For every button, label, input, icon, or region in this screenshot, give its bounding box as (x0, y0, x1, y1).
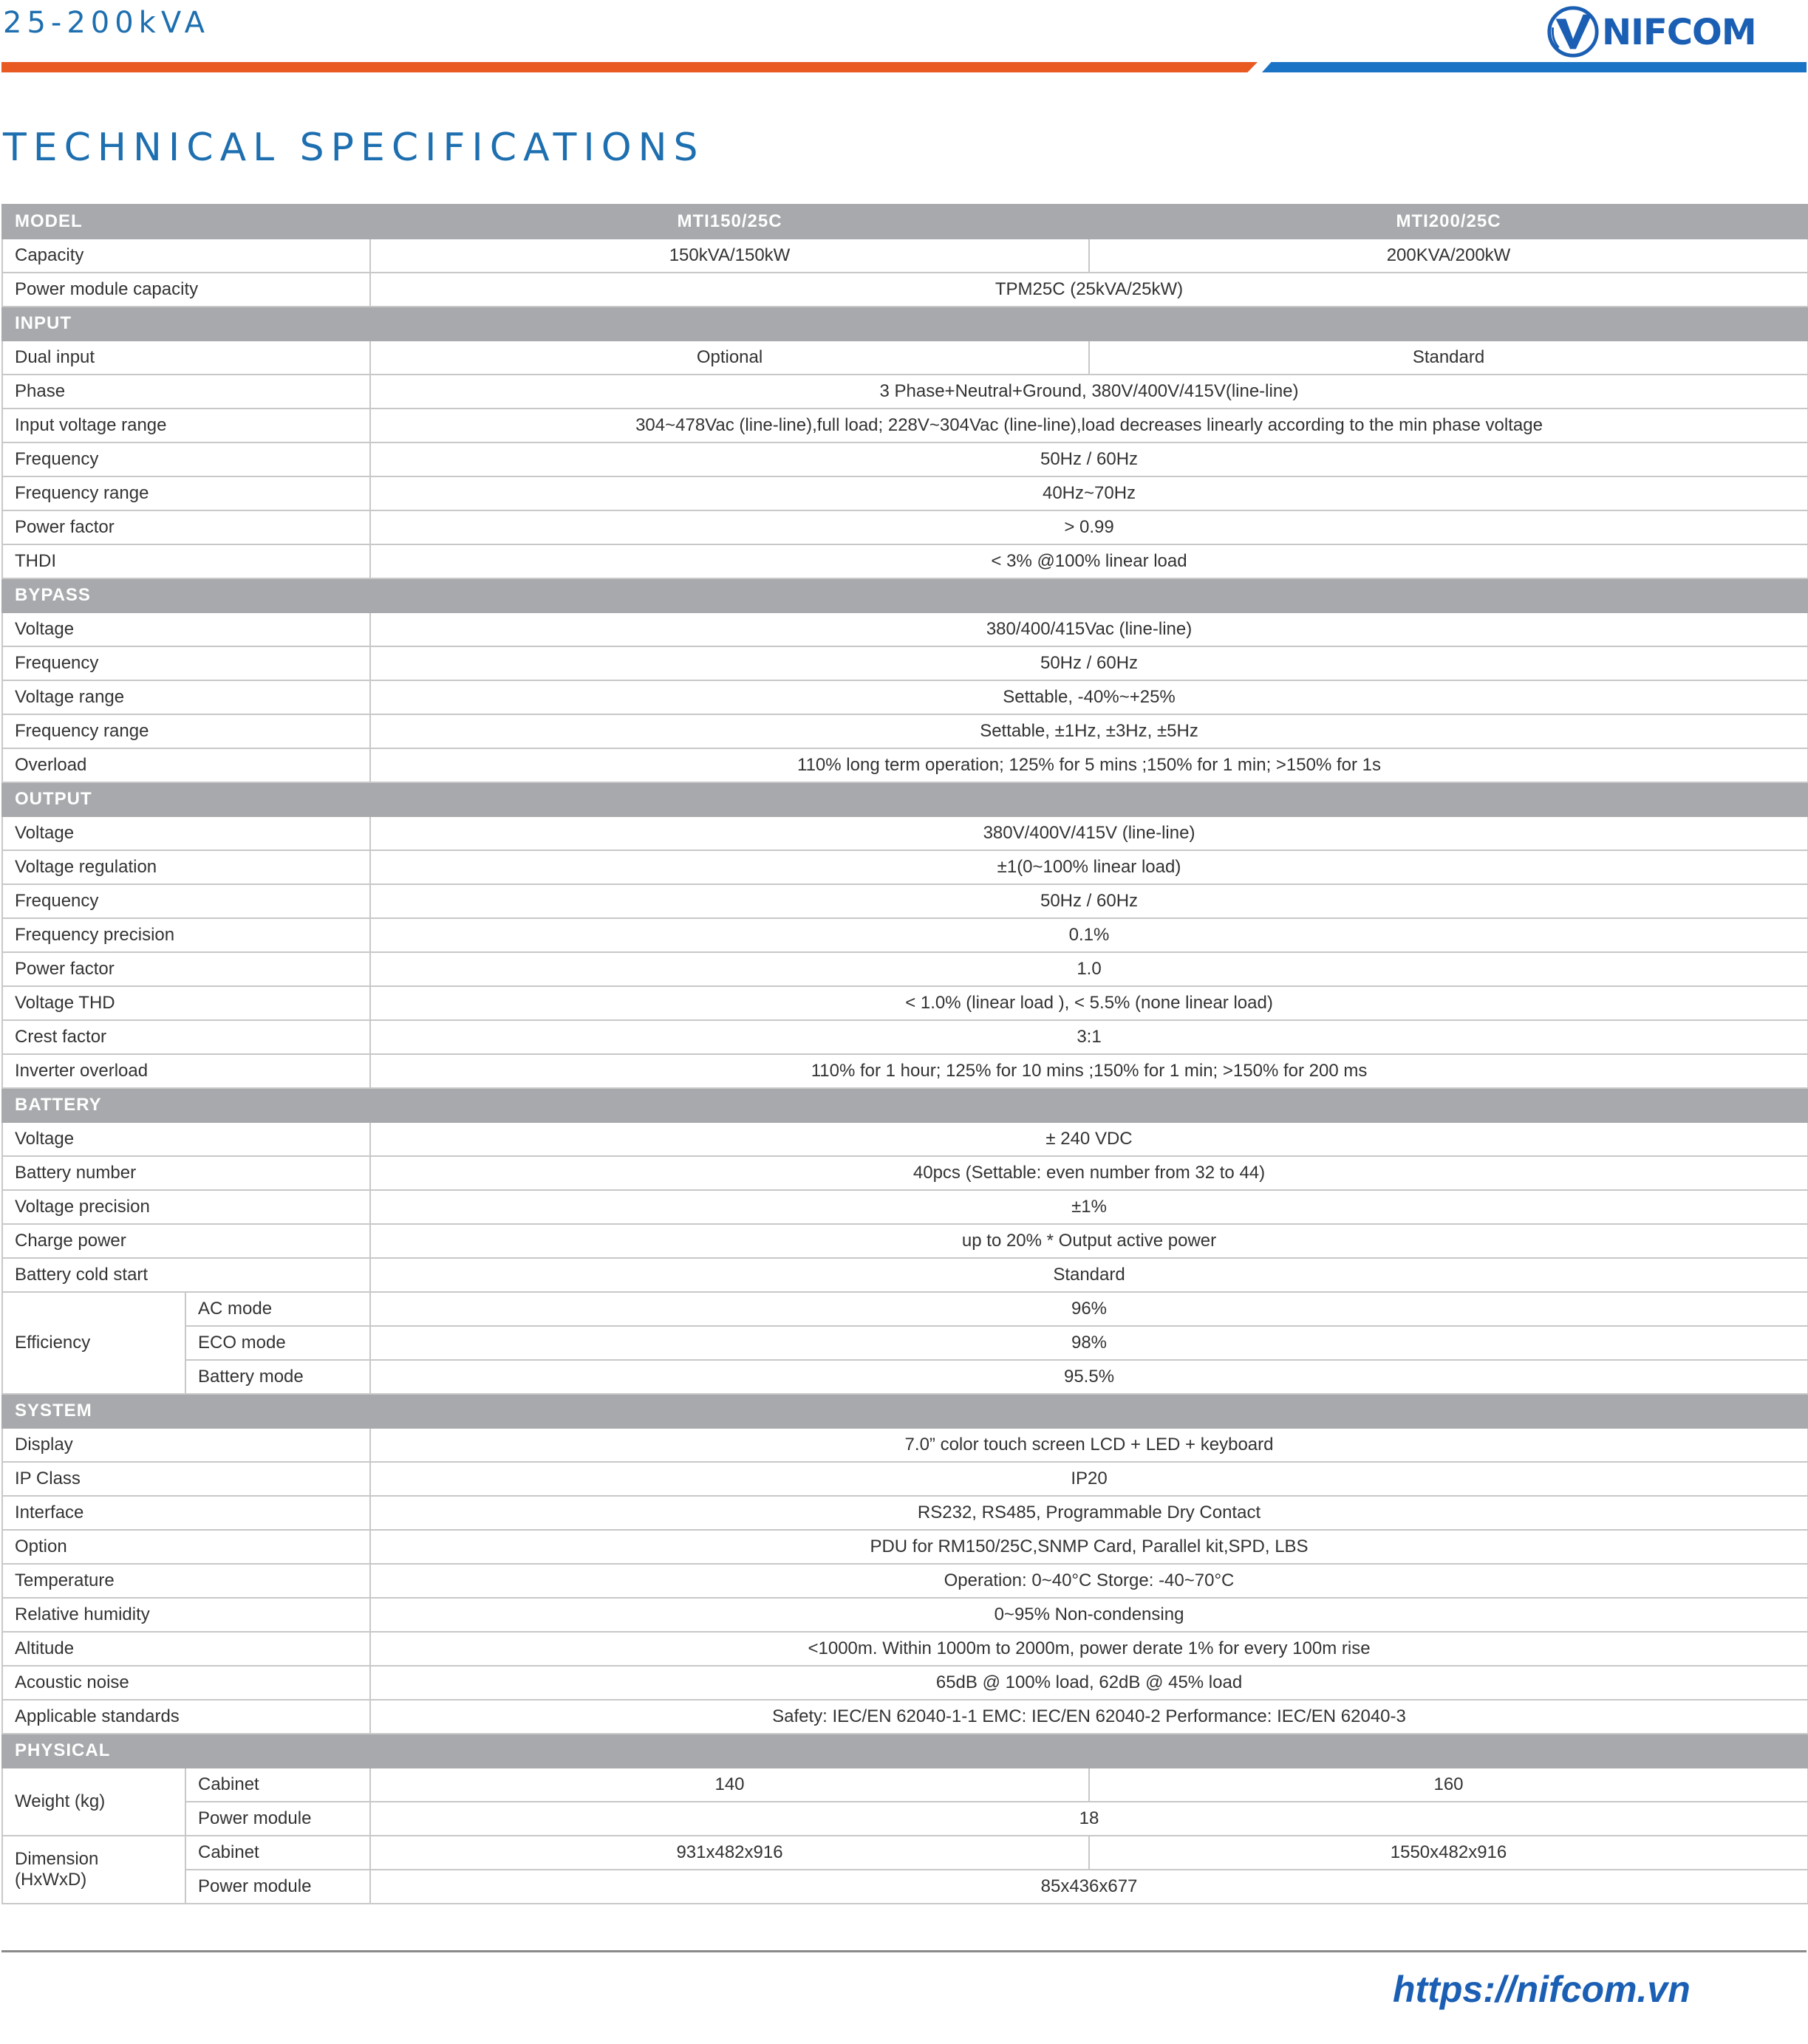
section-label: BYPASS (2, 578, 1808, 612)
row-label: Frequency range (2, 476, 370, 510)
row-value: 3 Phase+Neutral+Ground, 380V/400V/415V(line-line) (370, 375, 1808, 409)
row-value: 98% (370, 1326, 1808, 1360)
row-sublabel: Battery mode (185, 1360, 370, 1394)
table-row (2, 273, 1808, 307)
section-label: INPUT (2, 307, 1808, 341)
row-sublabel: Power module (185, 1802, 370, 1836)
table-row (2, 544, 1808, 578)
table-row (2, 1054, 1808, 1088)
row-label-weight: Weight (kg) (2, 1768, 185, 1836)
table-row (2, 680, 1808, 714)
row-value: 200KVA/200kW (1089, 239, 1808, 273)
table-row (2, 850, 1808, 884)
row-value: Standard (1089, 341, 1808, 375)
row-value: 7.0” color touch screen LCD + LED + keyboard (370, 1428, 1808, 1462)
row-value: 85x436x677 (370, 1870, 1808, 1904)
row-label-dimension-line1: Dimension (15, 1849, 99, 1869)
row-label: Voltage (2, 816, 370, 850)
table-row (2, 714, 1808, 748)
nifcom-logo-mark-icon (1544, 3, 1602, 61)
row-label: Display (2, 1428, 370, 1462)
row-label: Capacity (2, 239, 370, 273)
row-value: 140 (370, 1768, 1089, 1802)
row-label: Applicable standards (2, 1700, 370, 1734)
table-row (2, 884, 1808, 918)
table-row (2, 341, 1808, 375)
row-value: Standard (370, 1258, 1808, 1292)
row-label: Interface (2, 1496, 370, 1530)
row-label: THDI (2, 544, 370, 578)
row-sublabel: ECO mode (185, 1326, 370, 1360)
row-value: Safety: IEC/EN 62040-1-1 EMC: IEC/EN 62040-2 Performance: IEC/EN 62040-3 (370, 1700, 1808, 1734)
row-value: 1.0 (370, 952, 1808, 986)
page-title: TECHNICAL SPECIFICATIONS (3, 126, 705, 170)
row-value: 50Hz / 60Hz (370, 442, 1808, 476)
row-label: Frequency (2, 646, 370, 680)
column-header-mti200: MTI200/25C (1089, 205, 1808, 239)
row-label: Voltage THD (2, 986, 370, 1020)
section-header-battery (2, 1088, 1808, 1122)
row-value: <1000m. Within 1000m to 2000m, power derate 1% for every 100m rise (370, 1632, 1808, 1666)
table-row (2, 1326, 1808, 1360)
section-header-bypass (2, 578, 1808, 612)
row-label: Altitude (2, 1632, 370, 1666)
table-row (2, 1190, 1808, 1224)
row-value: Optional (370, 341, 1089, 375)
table-row (2, 748, 1808, 782)
section-label: SYSTEM (2, 1394, 1808, 1428)
row-label: Voltage (2, 612, 370, 646)
row-label: Overload (2, 748, 370, 782)
row-label: Dual input (2, 341, 370, 375)
row-value: < 1.0% (linear load ), < 5.5% (none linear load) (370, 986, 1808, 1020)
table-row (2, 986, 1808, 1020)
table-row (2, 1564, 1808, 1598)
row-label: Frequency precision (2, 918, 370, 952)
row-label: Voltage regulation (2, 850, 370, 884)
row-label: Phase (2, 375, 370, 409)
row-value: 40Hz~70Hz (370, 476, 1808, 510)
row-value: RS232, RS485, Programmable Dry Contact (370, 1496, 1808, 1530)
row-label: Charge power (2, 1224, 370, 1258)
row-value: TPM25C (25kVA/25kW) (370, 273, 1808, 307)
row-label: Voltage precision (2, 1190, 370, 1224)
range-label: 25-200kVA (3, 6, 211, 40)
row-label: Power module capacity (2, 273, 370, 307)
row-sublabel: AC mode (185, 1292, 370, 1326)
row-label: Power factor (2, 952, 370, 986)
row-value: ± 240 VDC (370, 1122, 1808, 1156)
table-row (2, 952, 1808, 986)
row-value: Operation: 0~40°C Storge: -40~70°C (370, 1564, 1808, 1598)
table-row (2, 442, 1808, 476)
table-row (2, 1802, 1808, 1836)
section-header-physical (2, 1734, 1808, 1768)
table-row (2, 1768, 1808, 1802)
table-row (2, 1462, 1808, 1496)
table-row (2, 1700, 1808, 1734)
row-value: up to 20% * Output active power (370, 1224, 1808, 1258)
row-value: < 3% @100% linear load (370, 544, 1808, 578)
row-value: ±1(0~100% linear load) (370, 850, 1808, 884)
row-value: 380V/400V/415V (line-line) (370, 816, 1808, 850)
row-value: 18 (370, 1802, 1808, 1836)
table-row (2, 476, 1808, 510)
table-row (2, 1530, 1808, 1564)
section-label: BATTERY (2, 1088, 1808, 1122)
row-value: 304~478Vac (line-line),full load; 228V~304Vac (line-line),load decreases linearly according to the min phase voltage (370, 409, 1808, 442)
table-row (2, 1870, 1808, 1904)
row-value: 0~95% Non-condensing (370, 1598, 1808, 1632)
table-row (2, 816, 1808, 850)
row-label: Frequency (2, 442, 370, 476)
table-row (2, 239, 1808, 273)
column-header-mti150: MTI150/25C (370, 205, 1089, 239)
section-header-input (2, 307, 1808, 341)
row-value: ±1% (370, 1190, 1808, 1224)
row-value: Settable, -40%~+25% (370, 680, 1808, 714)
row-label: Voltage (2, 1122, 370, 1156)
table-row (2, 375, 1808, 409)
row-sublabel: Power module (185, 1870, 370, 1904)
table-row (2, 510, 1808, 544)
section-header-system (2, 1394, 1808, 1428)
row-label: Acoustic noise (2, 1666, 370, 1700)
row-label: IP Class (2, 1462, 370, 1496)
row-sublabel: Cabinet (185, 1768, 370, 1802)
website-link[interactable]: https://nifcom.vn (1393, 1969, 1691, 2010)
row-value: IP20 (370, 1462, 1808, 1496)
table-row (2, 1020, 1808, 1054)
column-header-model: MODEL (2, 205, 370, 239)
table-row (2, 1224, 1808, 1258)
row-label: Power factor (2, 510, 370, 544)
section-header-output (2, 782, 1808, 816)
table-row (2, 1360, 1808, 1394)
table-row (2, 409, 1808, 442)
row-value: 1550x482x916 (1089, 1836, 1808, 1870)
row-value: 160 (1089, 1768, 1808, 1802)
row-value: 110% long term operation; 125% for 5 mins ;150% for 1 min; >150% for 1s (370, 748, 1808, 782)
nifcom-logo (1544, 1, 1781, 64)
row-value: 3:1 (370, 1020, 1808, 1054)
row-label: Battery cold start (2, 1258, 370, 1292)
row-label: Crest factor (2, 1020, 370, 1054)
table-row (2, 1836, 1808, 1870)
row-value: 50Hz / 60Hz (370, 646, 1808, 680)
table-row (2, 1598, 1808, 1632)
row-value: > 0.99 (370, 510, 1808, 544)
table-row (2, 1428, 1808, 1462)
row-value: 110% for 1 hour; 125% for 10 mins ;150% for 1 min; >150% for 200 ms (370, 1054, 1808, 1088)
table-row (2, 1156, 1808, 1190)
row-label-dimension-line2: (HxWxD) (15, 1870, 87, 1890)
row-value: Settable, ±1Hz, ±3Hz, ±5Hz (370, 714, 1808, 748)
table-row (2, 612, 1808, 646)
row-value: 65dB @ 100% load, 62dB @ 45% load (370, 1666, 1808, 1700)
row-sublabel: Cabinet (185, 1836, 370, 1870)
row-label: Voltage range (2, 680, 370, 714)
row-value: PDU for RM150/25C,SNMP Card, Parallel kit,SPD, LBS (370, 1530, 1808, 1564)
row-label: Battery number (2, 1156, 370, 1190)
row-label: Temperature (2, 1564, 370, 1598)
row-label: Inverter overload (2, 1054, 370, 1088)
header-bar-orange (1, 62, 1258, 72)
row-value: 95.5% (370, 1360, 1808, 1394)
row-value: 0.1% (370, 918, 1808, 952)
row-label-efficiency: Efficiency (2, 1292, 185, 1394)
footer-divider (1, 1950, 1807, 1952)
table-row (2, 1292, 1808, 1326)
section-label: OUTPUT (2, 782, 1808, 816)
table-row (2, 1666, 1808, 1700)
header-bar-blue (1262, 62, 1807, 72)
table-row (2, 918, 1808, 952)
table-row (2, 1122, 1808, 1156)
table-row (2, 1496, 1808, 1530)
row-value: 931x482x916 (370, 1836, 1089, 1870)
spec-table (1, 204, 1808, 1904)
row-value: 96% (370, 1292, 1808, 1326)
table-row (2, 1258, 1808, 1292)
row-label: Frequency (2, 884, 370, 918)
row-label: Input voltage range (2, 409, 370, 442)
row-value: 50Hz / 60Hz (370, 884, 1808, 918)
table-row (2, 1632, 1808, 1666)
row-value: 150kVA/150kW (370, 239, 1089, 273)
row-label: Option (2, 1530, 370, 1564)
section-label: PHYSICAL (2, 1734, 1808, 1768)
row-label-dimension (2, 1836, 185, 1904)
row-value: 380/400/415Vac (line-line) (370, 612, 1808, 646)
table-header-row (2, 205, 1808, 239)
row-label: Relative humidity (2, 1598, 370, 1632)
row-label: Frequency range (2, 714, 370, 748)
table-row (2, 646, 1808, 680)
logo-wordmark: NIFCOM (1602, 12, 1756, 53)
row-value: 40pcs (Settable: even number from 32 to 44) (370, 1156, 1808, 1190)
